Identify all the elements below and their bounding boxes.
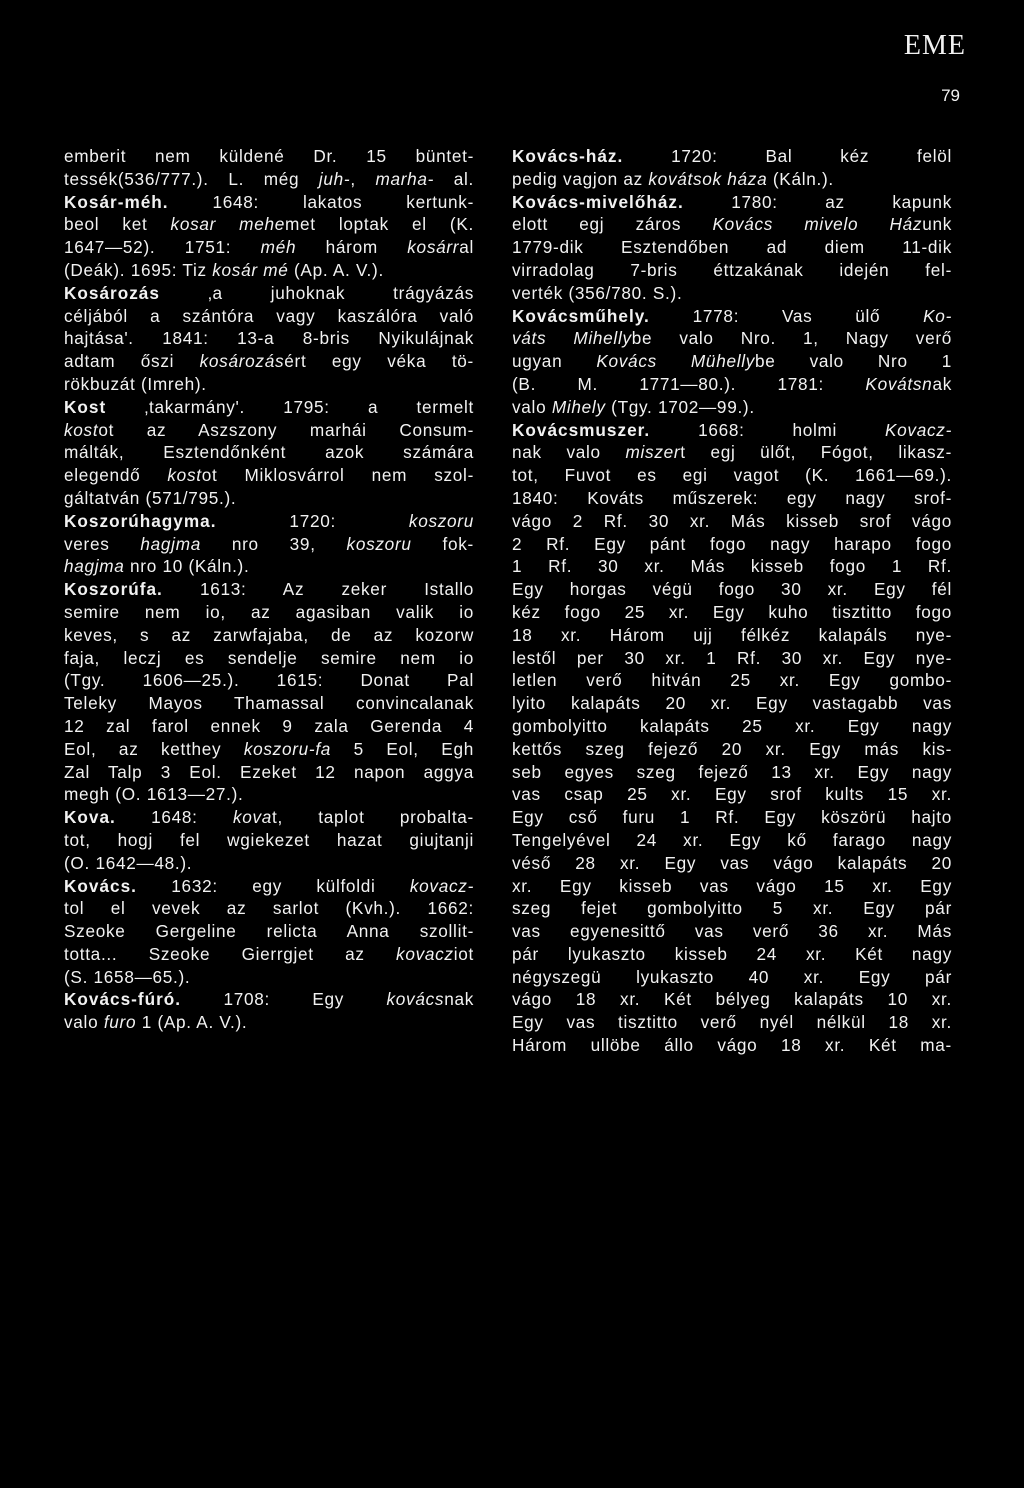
cited-term: Kovács Mühelly xyxy=(596,351,756,372)
text-segment: céljából a szántóra vagy kaszálóra való xyxy=(64,305,474,326)
text-segment: rökbuzát (Imreh). xyxy=(64,373,207,394)
text-segment: (Deák). 1695: Tiz xyxy=(64,259,213,280)
text-line xyxy=(512,578,952,601)
text-segment: pár lyukaszto kisseb 24 xr. Két nagy xyxy=(512,943,952,964)
text-segment: gombolyitto kalapáts 25 xr. Egy nagy xyxy=(512,715,952,736)
entry-headword: Kova. xyxy=(64,807,116,828)
cited-term: hagjma xyxy=(140,533,201,554)
text-segment: 2 Rf. Egy pánt fogo nagy harapo fogo xyxy=(512,533,952,554)
text-line xyxy=(512,555,952,578)
text-segment: (Tgy. 1702—99.). xyxy=(605,396,755,417)
text-segment: virradolag 7-bris éttzakának idején fel- xyxy=(512,259,952,280)
text-segment: totta... Szeoke Gierrgjet az xyxy=(64,943,397,964)
entry-headword: Kosár-méh. xyxy=(64,191,169,212)
text-segment: Egy vas tisztitto verő nyél nélkül 18 xr. xyxy=(512,1012,952,1033)
text-segment: hajtása'. 1841: 13-a 8-bris Nyikulájnak xyxy=(64,328,474,349)
text-segment: tot, hogj fel wgiekezet hazat giujtanji xyxy=(64,829,474,850)
page-number: 79 xyxy=(941,86,960,105)
text-segment: 1779-dik Esztendőben ad diem 11-dik xyxy=(512,237,952,258)
cited-term: méh xyxy=(260,237,297,258)
text-line xyxy=(64,533,474,556)
text-line xyxy=(64,236,474,259)
text-line xyxy=(512,168,952,191)
text-line xyxy=(64,943,474,966)
text-segment: nro 39, xyxy=(200,533,347,554)
text-segment: 1613: Az zeker Istallo xyxy=(162,579,474,600)
text-line xyxy=(512,738,952,761)
text-line xyxy=(512,920,952,943)
entry-headword: Kost xyxy=(64,396,107,417)
text-segment: vas egyenesittő vas verő 36 xr. Más xyxy=(512,921,952,942)
text-segment: lestől per 30 xr. 1 Rf. 30 xr. Egy nye- xyxy=(512,647,952,668)
entry-headword: Kovács-mivelőház. xyxy=(512,191,684,212)
text-segment: Teleky Mayos Thamassal convincalanak xyxy=(64,693,474,714)
cited-term: kosárr xyxy=(407,237,460,258)
text-segment: t, taplot probalta- xyxy=(272,807,474,828)
text-line xyxy=(64,692,474,715)
text-segment: al. xyxy=(434,168,474,189)
text-segment: emberit nem küldené Dr. 15 büntet- xyxy=(64,146,474,166)
text-segment: unk xyxy=(922,214,952,235)
text-segment: Egy horgas végü fogo 30 xr. Egy fél xyxy=(512,579,952,600)
text-line xyxy=(512,213,952,236)
text-segment: tol el vevek az sarlot (Kvh.). 1662: xyxy=(64,898,474,919)
text-segment: málták, Esztendőnként azok számára xyxy=(64,442,474,463)
text-segment: 1648: lakatos kertunk- xyxy=(168,191,474,212)
cited-term: kova xyxy=(232,807,273,828)
cited-term: kosározás xyxy=(199,351,285,372)
text-segment: met loptak el (K. xyxy=(284,214,474,235)
text-segment: Zal Talp 3 Eol. Ezeket 12 napon aggya xyxy=(64,761,474,782)
text-segment: megh (O. 1613—27.). xyxy=(64,784,244,805)
text-line xyxy=(512,487,952,510)
text-segment: 1 (Ap. A. V.). xyxy=(136,1012,248,1033)
text-line xyxy=(64,441,474,464)
text-line xyxy=(64,669,474,692)
text-segment: pedig vagjon az xyxy=(512,168,649,189)
text-segment: 1778: Vas ülő xyxy=(649,305,924,326)
text-segment: veres xyxy=(64,533,141,554)
entry-headword: Koszorúhagyma. xyxy=(64,510,217,531)
entry-headword: Kovács-fúró. xyxy=(64,989,182,1010)
text-segment: elott egj záros xyxy=(512,214,713,235)
cited-term: miszer xyxy=(625,442,681,463)
text-segment: (Káln.). xyxy=(767,168,834,189)
text-line xyxy=(64,920,474,943)
text-segment: Eol, az ketthey xyxy=(64,738,244,759)
text-line xyxy=(512,236,952,259)
text-segment: 1632: egy külfoldi xyxy=(136,875,410,896)
text-line xyxy=(64,875,474,898)
entry-headword: Kovácsműhely. xyxy=(512,305,650,326)
text-line xyxy=(64,988,474,1011)
cited-term: kovátsok háza xyxy=(648,168,768,189)
text-line xyxy=(512,327,952,350)
text-segment: 5 Eol, Egh xyxy=(331,738,474,759)
cited-term: Kovacz- xyxy=(885,419,952,440)
text-line xyxy=(512,282,952,305)
text-segment: ot Miklosvárrol nem szol- xyxy=(201,465,474,486)
text-line xyxy=(512,966,952,989)
text-segment: keves, s az zarwfajaba, de az kozorw xyxy=(64,624,474,645)
text-segment: ot az Aszszony marhái Consum- xyxy=(98,419,474,440)
text-line xyxy=(64,282,474,305)
entry-headword: Kovács-ház. xyxy=(512,146,624,166)
text-line xyxy=(512,715,952,738)
text-segment: nro 10 (Káln.). xyxy=(124,556,250,577)
cited-term: furo xyxy=(103,1012,137,1033)
text-segment: faja, leczj es sendelje semire nem io xyxy=(64,647,474,668)
text-line xyxy=(64,647,474,670)
text-line xyxy=(512,852,952,875)
text-segment: , xyxy=(350,168,376,189)
text-line xyxy=(64,624,474,647)
text-segment: vas csap 25 xr. Egy srof kults 15 xr. xyxy=(512,784,952,805)
entry-headword: Kovács. xyxy=(64,875,137,896)
cited-term: kost xyxy=(167,465,202,486)
text-line xyxy=(64,715,474,738)
text-segment: letlen verő hitván 25 xr. Egy gombo- xyxy=(512,670,952,691)
text-segment: 1720: Bal kéz felöl xyxy=(623,146,952,166)
text-segment: 1668: holmi xyxy=(650,419,885,440)
text-segment: szeg fejet gombolyitto 5 xr. Egy pár xyxy=(512,898,952,919)
text-segment: 1708: Egy xyxy=(181,989,387,1010)
text-line xyxy=(64,966,474,989)
cited-term: marha- xyxy=(375,168,435,189)
text-segment: 1 Rf. 30 xr. Más kisseb fogo 1 Rf. xyxy=(512,556,952,577)
left-column xyxy=(64,145,474,1034)
text-line xyxy=(512,624,952,647)
entry-headword: Kosározás xyxy=(64,282,160,303)
text-segment: semire nem io, az agasiban valik io xyxy=(64,601,474,622)
text-segment: 1647—52). 1751: xyxy=(64,237,261,258)
text-line xyxy=(64,578,474,601)
text-segment: ért egy véka tö- xyxy=(284,351,474,372)
text-segment: be valo Nro. 1, Nagy verő xyxy=(631,328,952,349)
text-segment: tot, Fuvot es egi vagot (K. 1661—69.). xyxy=(512,465,952,486)
text-line xyxy=(64,510,474,533)
text-segment: valo xyxy=(512,396,552,417)
text-line xyxy=(512,988,952,1011)
text-line xyxy=(64,783,474,806)
cited-term: Kovátsn xyxy=(865,373,933,394)
text-line xyxy=(512,806,952,829)
text-line xyxy=(64,145,474,168)
right-column xyxy=(512,145,952,1057)
text-segment: verték (356/780. S.). xyxy=(512,282,683,303)
text-segment: vágo 18 xr. Két bélyeg kalapáts 10 xr. xyxy=(512,989,952,1010)
text-line xyxy=(512,1034,952,1057)
entry-headword: Koszorúfa. xyxy=(64,579,163,600)
text-segment: véső 28 xr. Egy vas vágo kalapáts 20 xyxy=(512,852,952,873)
text-line xyxy=(512,783,952,806)
text-segment: Szeoke Gergeline relicta Anna szollit- xyxy=(64,921,474,942)
text-line xyxy=(64,191,474,214)
text-line xyxy=(64,852,474,875)
text-segment: 18 xr. Három ujj félkéz kalapáls nye- xyxy=(512,624,952,645)
text-line xyxy=(64,327,474,350)
cited-term: Ko- xyxy=(923,305,952,326)
text-segment: ‚takarmány'. 1795: a termelt xyxy=(106,396,474,417)
text-line xyxy=(64,373,474,396)
cited-term: juh- xyxy=(318,168,351,189)
text-line xyxy=(512,943,952,966)
text-line xyxy=(512,533,952,556)
text-line xyxy=(512,761,952,784)
text-line xyxy=(512,1011,952,1034)
text-line xyxy=(512,191,952,214)
text-line xyxy=(512,692,952,715)
text-segment: iot xyxy=(453,943,474,964)
text-segment: (Tgy. 1606—25.). 1615: Donat Pal xyxy=(64,670,474,691)
text-line xyxy=(512,601,952,624)
text-line xyxy=(64,487,474,510)
cited-term: koszoru xyxy=(408,510,474,531)
cited-term: koszoru-fa xyxy=(243,738,332,759)
cited-term: kosár mé xyxy=(212,259,289,280)
text-segment: al xyxy=(459,237,474,258)
text-segment: nak valo xyxy=(512,442,626,463)
text-segment: t egj ülőt, Fógot, likasz- xyxy=(680,442,952,463)
text-segment: be valo Nro 1 xyxy=(755,351,952,372)
text-line xyxy=(512,396,952,419)
text-segment: elegendő xyxy=(64,465,168,486)
cited-term: Mihely xyxy=(551,396,606,417)
cited-term: kovacz- xyxy=(409,875,474,896)
text-segment: 1780: az kapunk xyxy=(683,191,952,212)
text-line xyxy=(64,555,474,578)
text-segment: beol ket xyxy=(64,214,171,235)
text-segment: négyszegü lyukaszto 40 xr. Egy pár xyxy=(512,966,952,987)
text-segment: Három ullöbe állo vágo 18 xr. Két ma- xyxy=(512,1035,952,1056)
text-segment: seb egyes szeg fejező 13 xr. Egy nagy xyxy=(512,761,952,782)
text-line xyxy=(64,396,474,419)
cited-term: kosar mehe xyxy=(170,214,285,235)
text-segment: 1648: xyxy=(115,807,233,828)
entry-headword: Kovácsmuszer. xyxy=(512,419,651,440)
text-segment: Tengelyével 24 xr. Egy kő farago nagy xyxy=(512,829,952,850)
cited-term: hagjma xyxy=(64,556,125,577)
text-segment: gáltatván (571/795.). xyxy=(64,487,237,508)
text-line xyxy=(64,829,474,852)
text-line xyxy=(512,829,952,852)
text-line xyxy=(512,647,952,670)
text-line xyxy=(512,419,952,442)
text-segment: vágo 2 Rf. 30 xr. Más kisseb srof vágo xyxy=(512,510,952,531)
text-segment: Egy cső furu 1 Rf. Egy köszörü hajto xyxy=(512,807,952,828)
text-segment: valo xyxy=(64,1012,104,1033)
text-segment: lyito kalapáts 20 xr. Egy vastagabb vas xyxy=(512,693,952,714)
text-segment: (O. 1642—48.). xyxy=(64,852,193,873)
text-line xyxy=(64,213,474,236)
text-segment: kettős szeg fejező 20 xr. Egy más kis- xyxy=(512,738,952,759)
text-segment: (S. 1658—65.). xyxy=(64,966,191,987)
text-segment: tessék(536/777.). L. még xyxy=(64,168,319,189)
cited-term: Kovács mivelo Ház xyxy=(712,214,923,235)
text-segment: 12 zal farol ennek 9 zala Gerenda 4 xyxy=(64,715,474,736)
text-segment: adtam őszi xyxy=(64,351,200,372)
cited-term: kovács xyxy=(386,989,445,1010)
text-line xyxy=(512,897,952,920)
text-line xyxy=(512,145,952,168)
text-line xyxy=(512,875,952,898)
text-line xyxy=(512,464,952,487)
text-line xyxy=(512,305,952,328)
text-line xyxy=(64,601,474,624)
text-line xyxy=(64,464,474,487)
header-mark: EME xyxy=(903,30,966,61)
text-segment: xr. Egy kisseb vas vágo 15 xr. Egy xyxy=(512,875,952,896)
text-line xyxy=(512,373,952,396)
text-line xyxy=(64,806,474,829)
text-segment: (Ap. A. V.). xyxy=(288,259,384,280)
text-line xyxy=(512,510,952,533)
cited-term: kost xyxy=(64,419,99,440)
text-line xyxy=(64,419,474,442)
text-line xyxy=(64,305,474,328)
text-line xyxy=(64,168,474,191)
text-segment: ‚a juhoknak trágyázás xyxy=(159,282,474,303)
text-line xyxy=(64,897,474,920)
cited-term: koszoru xyxy=(346,533,412,554)
text-segment: ak xyxy=(932,373,952,394)
text-segment: (B. M. 1771—80.). 1781: xyxy=(512,373,866,394)
text-segment: 1720: xyxy=(216,510,409,531)
text-line xyxy=(64,350,474,373)
text-segment: ugyan xyxy=(512,351,597,372)
cited-term: kovacz xyxy=(396,943,454,964)
text-line xyxy=(64,761,474,784)
text-segment: 1840: Kováts műszerek: egy nagy srof- xyxy=(512,487,952,508)
text-line xyxy=(512,669,952,692)
text-line xyxy=(512,350,952,373)
text-segment: kéz fogo 25 xr. Egy kuho tisztitto fogo xyxy=(512,601,952,622)
text-segment: nak xyxy=(444,989,474,1010)
text-line xyxy=(512,441,952,464)
text-line xyxy=(64,1011,474,1034)
cited-term: váts Mihelly xyxy=(512,328,632,349)
text-segment: fok- xyxy=(411,533,474,554)
text-line xyxy=(64,738,474,761)
text-line xyxy=(512,259,952,282)
text-line xyxy=(64,259,474,282)
text-segment: három xyxy=(296,237,408,258)
